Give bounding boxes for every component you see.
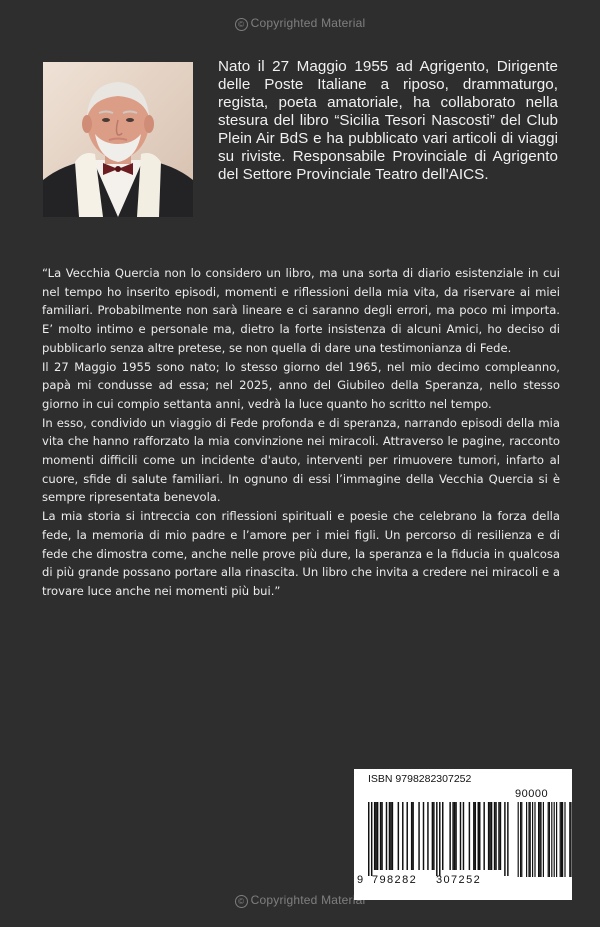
- barcode-bar: [432, 802, 433, 870]
- barcode-bar: [454, 802, 455, 870]
- barcode-bar: [500, 802, 501, 870]
- addon-bar: [551, 802, 552, 877]
- addon-bar: [543, 802, 544, 877]
- author-bio-text: Nato il 27 Maggio 1955 ad Agrigento, Dirigente delle Poste Italiane a riposo, drammaturgo, regista, poeta amatoriale, ha collaborato nella stesura del libro “Sicilia Tesori Nascosti” del Club Plein Air BdS e ha pubblicato vari articoli di viaggi su riviste. Responsabile Provinciale di Agrigento del Settore Provinciale Teatro dell'AICS.: [218, 58, 558, 183]
- barcode-bar: [386, 802, 387, 870]
- author-photo: [43, 62, 193, 217]
- book-description: [42, 264, 560, 601]
- copyright-icon: ©: [235, 18, 248, 31]
- addon-bar: [520, 802, 521, 877]
- addon-bar: [534, 802, 535, 877]
- barcode-bar: [411, 802, 412, 870]
- barcode-bar: [402, 802, 403, 870]
- barcode-bar: [479, 802, 480, 870]
- copyright-icon: ©: [235, 895, 248, 908]
- barcode-bar: [423, 802, 424, 870]
- barcode-bar: [392, 802, 393, 870]
- barcode-bar: [375, 802, 376, 870]
- copyright-watermark-bottom: [0, 893, 600, 908]
- barcode-bar: [418, 802, 419, 870]
- barcode-bar: [475, 802, 476, 870]
- barcode-bar: [398, 802, 399, 870]
- barcode-bar: [390, 802, 391, 870]
- barcode-bar: [371, 802, 372, 876]
- watermark-text: Copyrighted Material: [250, 16, 366, 30]
- addon-bar: [570, 802, 571, 877]
- addon-bar: [560, 802, 561, 877]
- barcode-bar: [494, 802, 495, 870]
- description-paragraph: Il 27 Maggio 1955 sono nato; lo stesso giorno del 1965, nel mio decimo compleanno, papà mi condusse ad essa; nel 2025, anno del Giubileo della Speranza, nello stesso giorno in cui compio settanta anni, vedrà la luce quanto ho scritto nel tempo.: [42, 359, 560, 411]
- barcode-bar: [377, 802, 378, 870]
- addon-bar: [564, 802, 565, 877]
- barcode-bar: [495, 802, 496, 870]
- addon-bar: [548, 802, 549, 877]
- addon-bar: [532, 802, 533, 877]
- barcode-bar: [463, 802, 464, 870]
- addon-bar: [554, 802, 555, 877]
- addon-bar: [549, 802, 550, 877]
- price-code: 90000: [515, 788, 549, 800]
- barcode-bar: [381, 802, 382, 870]
- addon-bar: [518, 802, 519, 877]
- barcode-bar: [455, 802, 456, 870]
- barcode-bar: [489, 802, 490, 870]
- description-paragraph: La mia storia si intreccia con riflessioni spirituali e poesie che celebrano la forza della fede, la memoria di mio padre e l’amore per i miei figli. Un percorso di resilienza e di fede che dimostra come, anche nelle prove più dure, la speranza e la fiducia in qualcosa di più grande possano portare alla rinascita. Un libro che invita a credere nei miracoli e a trovare luce anche nei momenti più bui.”: [42, 509, 560, 598]
- barcode-bar: [452, 802, 453, 870]
- author-portrait-icon: [43, 62, 193, 217]
- copyright-watermark-top: [0, 16, 600, 31]
- barcode-bar: [449, 802, 450, 870]
- addon-bar: [556, 802, 557, 877]
- barcode-bar: [442, 802, 443, 870]
- barcode-bar: [473, 802, 474, 870]
- addon-bar: [538, 802, 539, 877]
- barcode-bar: [374, 802, 375, 870]
- barcode-bar: [433, 802, 434, 870]
- addon-bar: [528, 802, 529, 877]
- barcode-bar: [460, 802, 461, 870]
- barcode-bar: [389, 802, 390, 870]
- addon-bar: [540, 802, 541, 877]
- barcode-bar: [368, 802, 369, 876]
- addon-bar: [561, 802, 562, 877]
- barcode-bar: [498, 802, 499, 870]
- barcode-bar: [439, 802, 440, 876]
- addon-bar: [569, 802, 570, 877]
- barcode-bar: [478, 802, 479, 870]
- addon-bar: [562, 802, 563, 877]
- barcode-digits-right: 307252: [436, 874, 482, 886]
- barcode-bar: [488, 802, 489, 870]
- barcode-bar: [380, 802, 381, 870]
- description-paragraph: In esso, condivido un viaggio di Fede profonda e di speranza, narrando episodi della mia vita che hanno rafforzato la mia convinzione nei miracoli. Attraverso le pagine, racconto momenti difficili come un incidente d'auto, interventi per rimuovere tumori, infarto al cuore, sfide di salute familiari. In ognuno di essi l’immagine della Vecchia Quercia si è sempre ripresentata benevola.: [42, 415, 560, 505]
- barcode-bar: [469, 802, 470, 870]
- author-bio: [218, 58, 558, 184]
- barcode-bar: [436, 802, 437, 876]
- barcode-bar: [483, 802, 484, 870]
- barcode-bar: [491, 802, 492, 870]
- addon-bar: [521, 802, 522, 877]
- description-paragraph: “La Vecchia Quercia non lo considero un libro, ma una sorta di diario esistenziale in cui nel tempo ho inserito episodi, momenti e riflessioni della mia vita, da riservare ai miei familiari. Probabilmente non sarà lineare e ci saranno degli errori, ma poco mi importa. E’ molto intimo e personale ma, dietro la forte insistenza di alcuni Amici, ho deciso di pubblicarlo senza altre pretese, se non quella di dare una testimonianza di Fede.: [42, 266, 560, 355]
- addon-bar: [526, 802, 527, 877]
- barcode-bar: [507, 802, 508, 876]
- barcode-digits-left: 798282: [372, 874, 418, 886]
- barcode-bar: [406, 802, 407, 870]
- isbn-label: ISBN 9798282307252: [368, 773, 472, 785]
- addon-bar: [539, 802, 540, 877]
- barcode-bar: [504, 802, 505, 876]
- barcode-digit-first: 9: [357, 874, 365, 886]
- addon-bar: [530, 802, 531, 877]
- barcode-bar: [412, 802, 413, 870]
- barcode-bar: [427, 802, 428, 870]
- isbn-barcode: [354, 769, 572, 900]
- watermark-text: Copyrighted Material: [250, 893, 366, 907]
